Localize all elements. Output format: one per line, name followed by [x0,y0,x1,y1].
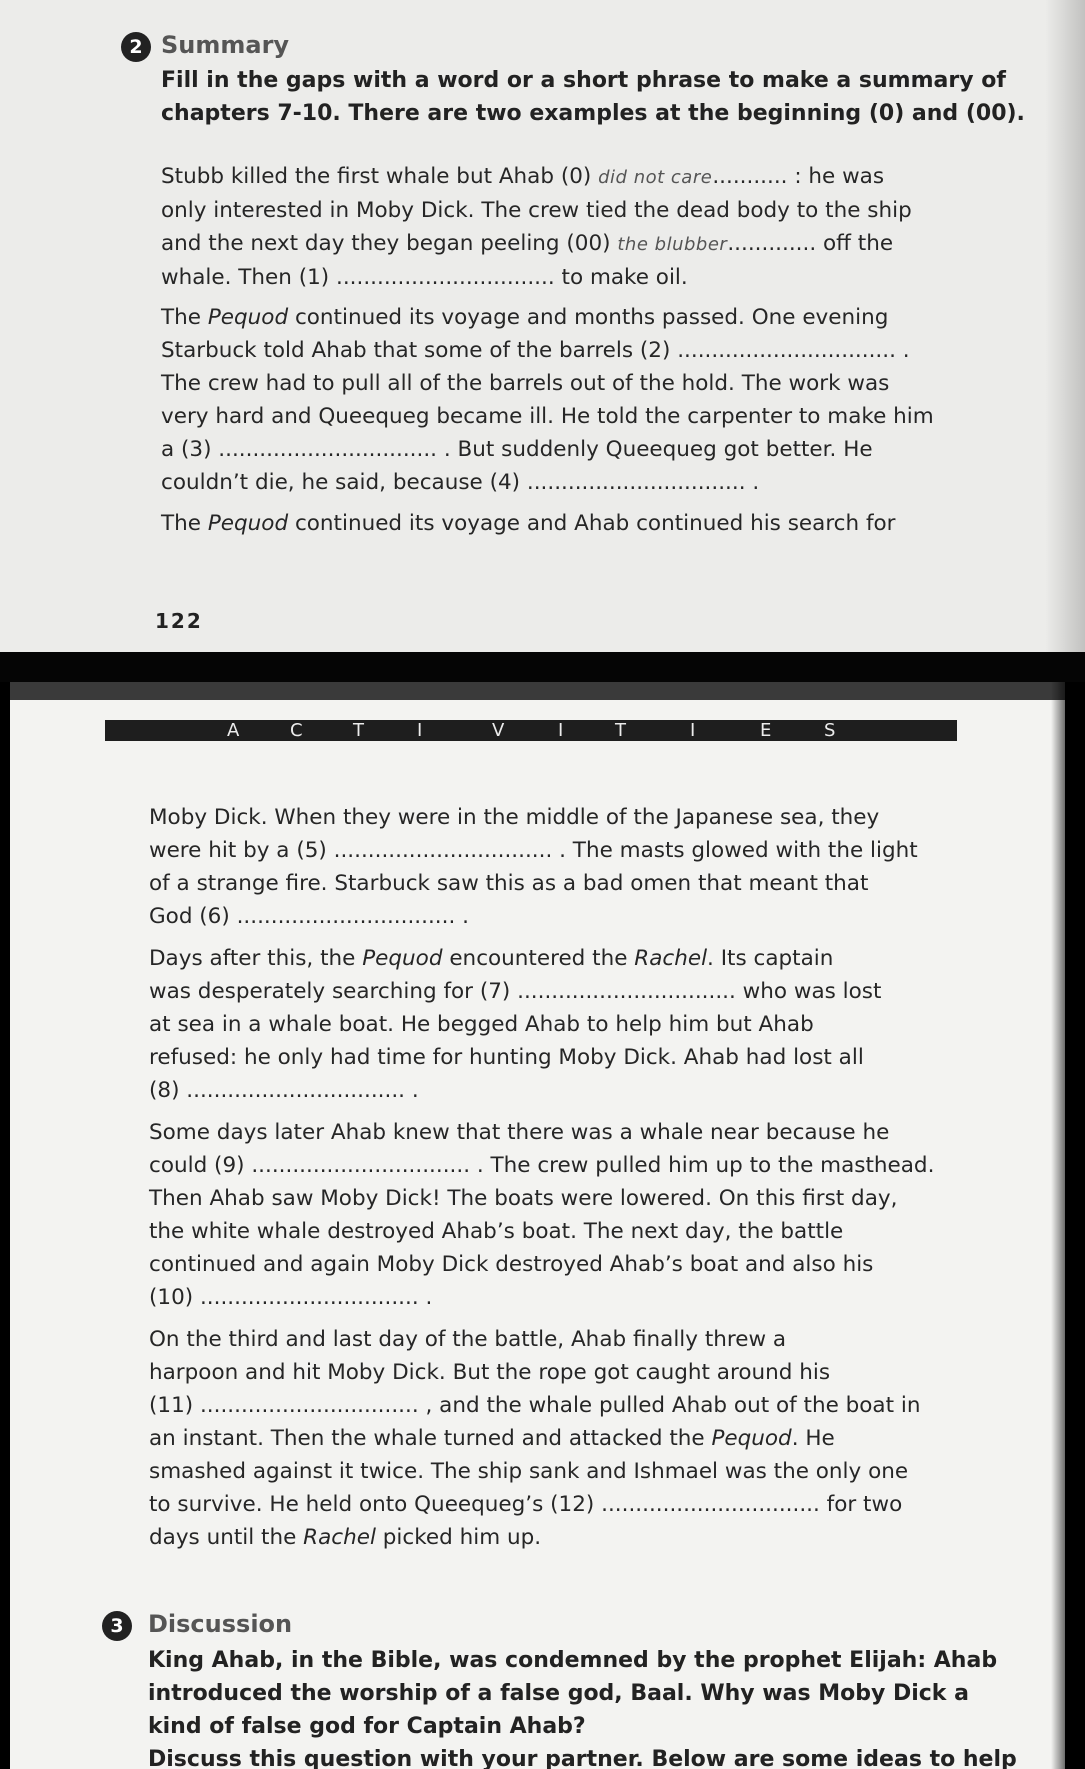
text-line: Some days later Ahab knew that there was a whale near because he [149,1120,890,1145]
ship-name: Rachel [303,1525,376,1550]
banner-letter: E [760,720,772,741]
text-segment: Days after this, the [149,946,363,971]
discussion-line: introduced the worship of a false god, Baal. Why was Moby Dick a [148,1681,969,1706]
discussion-heading: Discussion [148,1610,293,1638]
text-segment: days until the [149,1525,304,1550]
text-segment: an instant. Then the whale turned and attacked the [149,1426,712,1451]
text-segment: . Its captain [707,946,834,971]
banner-letter: I [690,720,696,741]
text-line: whale. Then (1) ................................ to make oil. [161,265,688,290]
activities-banner [105,720,957,741]
text-line: (11) ................................ , and the whale pulled Ahab out of the boat in [149,1393,921,1418]
banner-letter: S [824,720,836,741]
ship-name: Pequod [207,305,289,330]
text-line: the white whale destroyed Ahab’s boat. The next day, the battle [149,1219,844,1244]
text-segment: and the next day they began peeling (00) [161,231,618,256]
text-line [161,160,912,194]
summary-instructions [161,64,1025,130]
text-line: of a strange fire. Starbuck saw this as a bad omen that meant that [149,871,869,896]
text-segment: encountered the [442,946,635,971]
ship-name: Pequod [711,1426,792,1451]
page-divider [0,652,1085,682]
page-edge-shadow [1051,682,1065,1769]
bottom-page [10,682,1065,1769]
summary-heading: Summary [161,31,290,59]
text-segment: continued its voyage and Ahab continued his search for [288,511,896,536]
page-number: 122 [155,609,203,633]
summary-paragraph-6 [149,1116,934,1314]
page-top-band [10,682,1065,700]
text-segment: The [161,511,208,536]
text-line: God (6) ................................ . [149,904,469,929]
text-segment: Stubb killed the first whale but Ahab (0) [161,164,599,189]
discussion-number-badge: 3 [102,1611,132,1641]
banner-letter: I [558,720,564,741]
banner-letter: A [227,720,240,741]
text-line [161,507,896,540]
summary-paragraph-3 [161,507,896,540]
text-segment: off the [816,231,894,256]
text-segment: continued its voyage and months passed. One evening [288,305,889,330]
text-line [149,942,881,975]
summary-paragraph-5 [149,942,881,1107]
text-line: continued and again Moby Dick destroyed Ahab’s boat and also his [149,1252,874,1277]
ship-name: Pequod [207,511,289,536]
text-segment: picked him up. [375,1525,542,1550]
discussion-line: Discuss this question with your partner. Below are some ideas to help [148,1747,1017,1769]
text-segment: . He [791,1426,835,1451]
banner-letter: C [290,720,303,741]
page-edge-shadow [1045,0,1085,652]
text-line: was desperately searching for (7) ................................ who was lost [149,979,882,1004]
text-line: to survive. He held onto Queequeg’s (12) ................................ for two [149,1492,903,1517]
summary-number-badge: 2 [121,32,151,62]
ship-name: Pequod [362,946,443,971]
text-line: harpoon and hit Moby Dick. But the rope got caught around his [149,1360,831,1385]
text-segment: : he was [787,164,885,189]
text-line: The crew had to pull all of the barrels out of the hold. The work was [161,371,890,396]
summary-paragraph-4 [149,801,918,933]
gap-dots: ............. [727,231,817,256]
text-line: were hit by a (5) ................................ . The masts glowed with the light [149,838,918,863]
gap-dots: ........... [712,164,788,189]
discussion-text [148,1644,1017,1769]
banner-letter: T [353,720,364,741]
banner-letter: T [615,720,626,741]
instruction-line: chapters 7-10. There are two examples at the beginning (0) and (00). [161,101,1025,126]
top-page [0,0,1085,652]
text-line: (8) ................................ . [149,1078,419,1103]
text-line [149,1422,920,1455]
text-line: smashed against it twice. The ship sank and Ishmael was the only one [149,1459,909,1484]
instruction-line: Fill in the gaps with a word or a short phrase to make a summary of [161,68,1006,93]
text-line: On the third and last day of the battle, Ahab finally threw a [149,1327,787,1352]
text-line: refused: he only had time for hunting Moby Dick. Ahab had lost all [149,1045,864,1070]
text-line: only interested in Moby Dick. The crew tied the dead body to the ship [161,198,912,223]
text-line: couldn’t die, he said, because (4) ................................ . [161,470,760,495]
text-line: Then Ahab saw Moby Dick! The boats were lowered. On this first day, [149,1186,898,1211]
discussion-line: kind of false god for Captain Ahab? [148,1714,586,1739]
summary-paragraph-1 [161,160,912,294]
summary-paragraph-2 [161,301,934,499]
text-line: very hard and Queequeg became ill. He told the carpenter to make him [161,404,934,429]
text-line: at sea in a whale boat. He begged Ahab to help him but Ahab [149,1012,814,1037]
text-line [161,227,912,261]
example-answer-0: did not care [598,167,713,188]
text-line: (10) ................................ . [149,1285,433,1310]
text-line: a (3) ................................ . But suddenly Queequeg got better. He [161,437,873,462]
text-segment: The [161,305,208,330]
example-answer-00: the blubber [617,234,728,255]
text-line: could (9) ................................ . The crew pulled him up to the masthead. [149,1153,935,1178]
text-line [161,301,934,334]
summary-paragraph-7 [149,1323,920,1554]
text-line [149,1521,920,1554]
banner-letter: V [492,720,505,741]
banner-letter: I [417,720,423,741]
discussion-line: King Ahab, in the Bible, was condemned by the prophet Elijah: Ahab [148,1648,998,1673]
text-line: Starbuck told Ahab that some of the barrels (2) ................................ . [161,338,910,363]
ship-name: Rachel [634,946,708,971]
text-line: Moby Dick. When they were in the middle of the Japanese sea, they [149,805,880,830]
